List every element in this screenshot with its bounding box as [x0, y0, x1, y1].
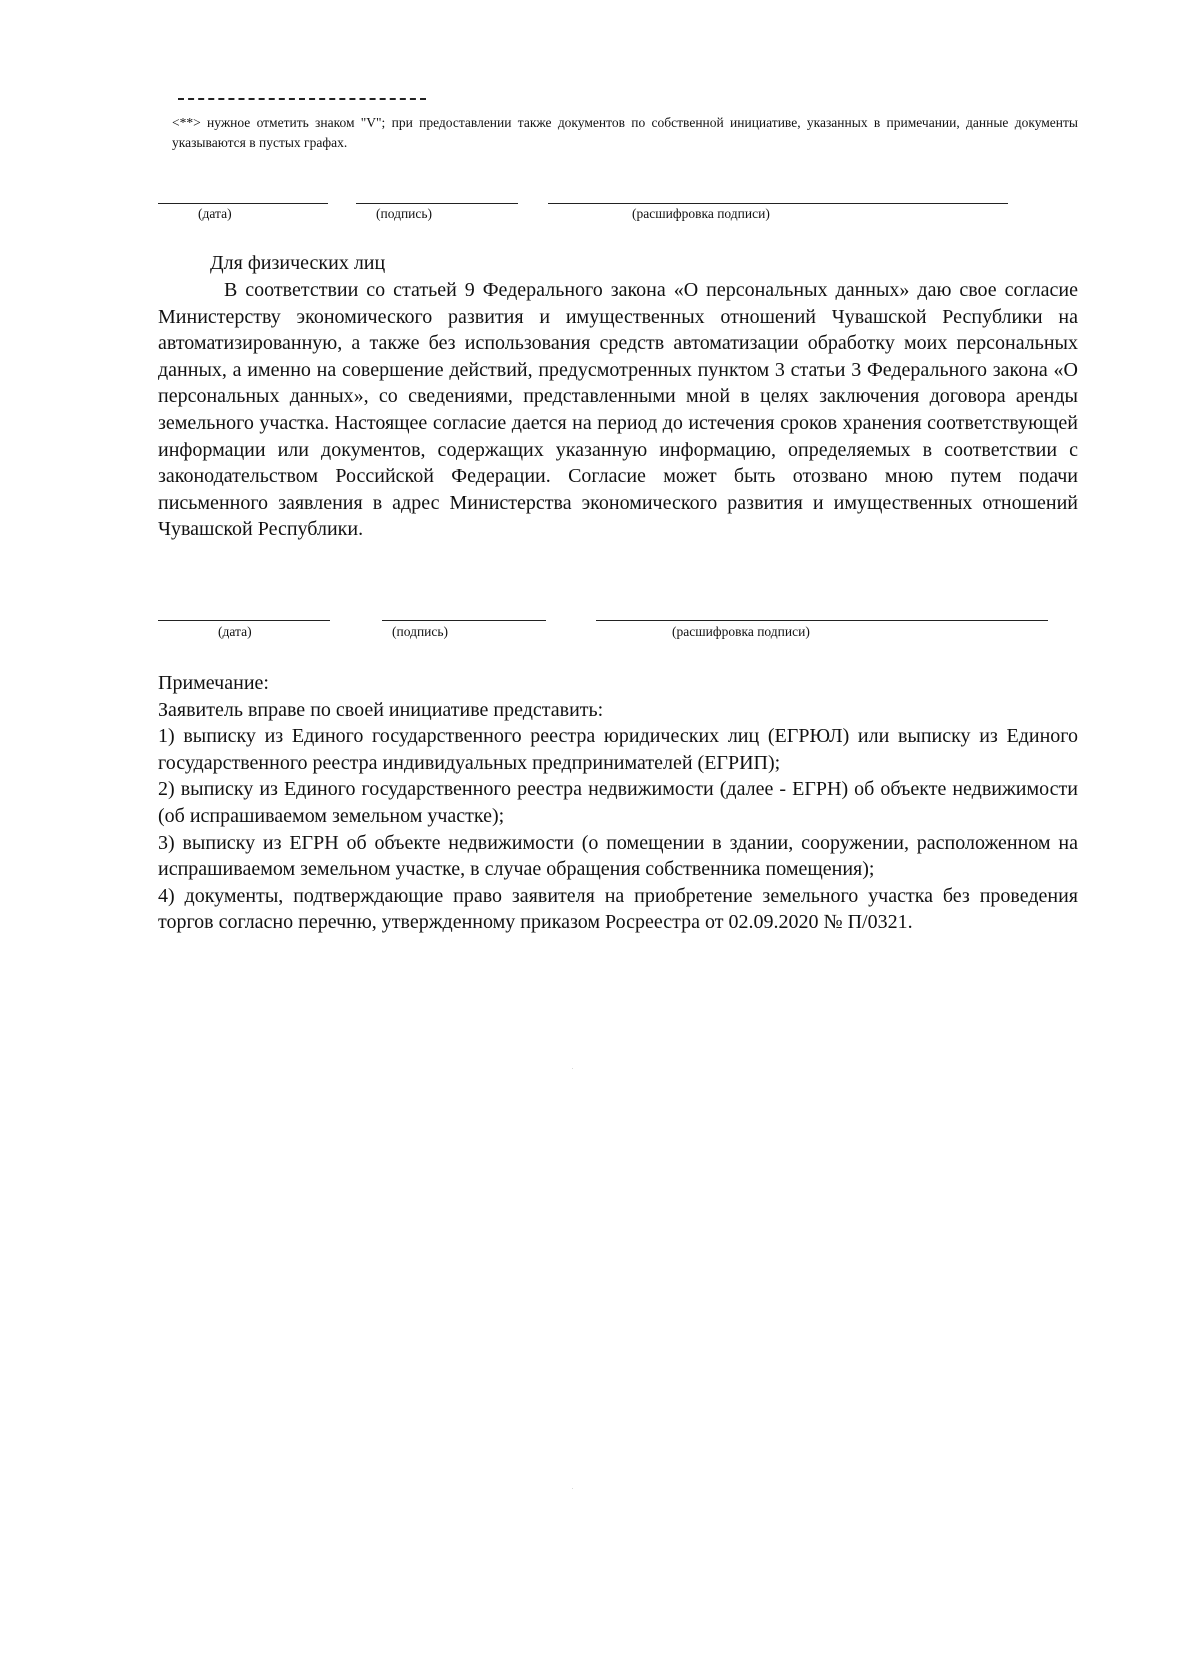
- scan-speck: [572, 1488, 573, 1489]
- date-line-2: [158, 620, 330, 621]
- signature-label-2: (подпись): [392, 624, 449, 639]
- footnote-text: <**> нужное отметить знаком "V"; при предоставлении также документов по собственной инициативе, указанных в примечании, данные документы указываются в пустых графах.: [172, 115, 1078, 150]
- notes-section: [158, 670, 1078, 936]
- consent-heading: Для физических лиц: [210, 252, 386, 274]
- date-label-1: (дата): [198, 206, 232, 221]
- footnote: [158, 113, 1078, 153]
- signature-label-1: (подпись): [376, 206, 433, 221]
- notes-intro: Заявитель вправе по своей инициативе представить:: [158, 698, 604, 721]
- transcript-label-1: (расшифровка подписи): [632, 206, 770, 221]
- notes-item: 3) выписку из ЕГРН об объекте недвижимости (о помещении в здании, сооружении, расположенном на испрашиваемом земельном участке, в случае обращения собственника помещения);: [158, 831, 1078, 881]
- transcript-line-1: [548, 203, 1008, 204]
- consent-text: В соответствии со статьей 9 Федерального закона «О персональных данных» даю свое согласие Министерству экономического развития и имущественных отношений Чувашской Республики на автоматизированную, а также без использования средств автоматизации обработку моих персональных данных, а именно на совершение действий, предусмотренных пунктом 3 статьи 3 Федерального закона «О персональных данных», со сведениями, представленными мной в целях заключения договора аренды земельного участка. Настоящее согласие дается на период до истечения сроков хранения соответствующей информации или документов, содержащих указанную информацию, определяемых в соответствии с законодательством Российской Федерации. Согласие может быть отозвано мною путем подачи письменного заявления в адрес Министерства экономического развития и имущественных отношений Чувашской Республики.: [158, 279, 1078, 541]
- notes-title: Примечание:: [158, 672, 269, 694]
- date-label-2: (дата): [218, 624, 252, 639]
- notes-item: 2) выписку из Единого государственного реестра недвижимости (далее - ЕГРН) об объекте недвижимости (об испрашиваемом земельном участке);: [158, 778, 1078, 827]
- notes-item: 1) выписку из Единого государственного реестра юридических лиц (ЕГРЮЛ) или выписку из Единого государственного реестра индивидуальных предпринимателей (ЕГРИП);: [158, 725, 1078, 774]
- transcript-label-2: (расшифровка подписи): [672, 624, 810, 639]
- signature-line-2: [382, 620, 546, 621]
- scan-speck: [572, 1068, 573, 1069]
- notes-item: 4) документы, подтверждающие право заявителя на приобретение земельного участка без проведения торгов согласно перечню, утвержденному приказом Росреестра от 02.09.2020 № П/0321.: [158, 884, 1078, 934]
- transcript-line-2: [596, 620, 1048, 621]
- footnote-separator: [178, 98, 426, 100]
- signature-line-1: [356, 203, 518, 204]
- date-line-1: [158, 203, 328, 204]
